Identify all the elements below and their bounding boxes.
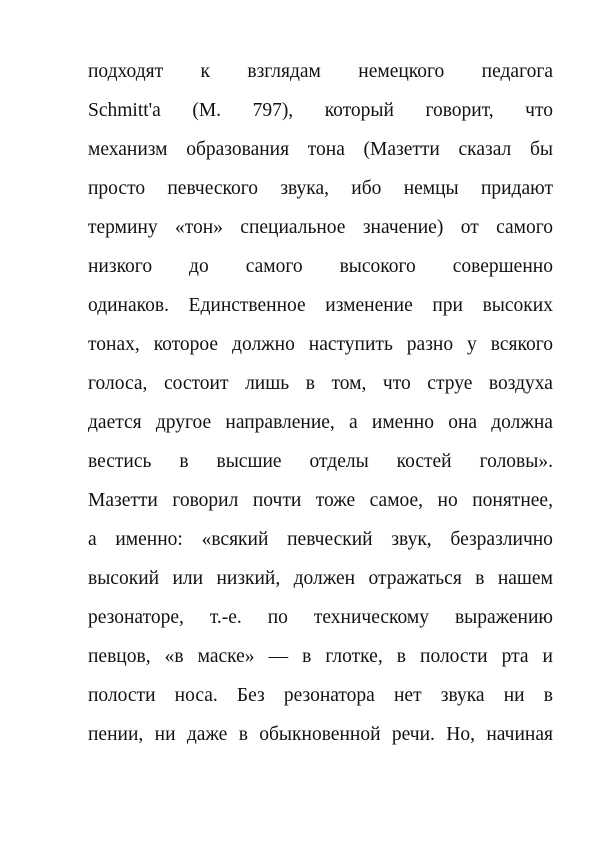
body-text xyxy=(88,52,553,754)
word: самое, xyxy=(369,490,424,511)
word: пении, xyxy=(88,724,144,745)
word: полости xyxy=(88,685,156,706)
word: высоких xyxy=(482,295,553,316)
word: (М. xyxy=(192,100,222,121)
word: самого xyxy=(496,217,553,238)
text-line xyxy=(88,559,553,598)
word: тонах, xyxy=(88,334,140,355)
word: термину xyxy=(88,217,158,238)
word: высокого xyxy=(339,256,416,277)
word: у xyxy=(467,334,477,355)
word: именно xyxy=(371,412,434,433)
word: наступить xyxy=(308,334,393,355)
text-line xyxy=(88,403,553,442)
word: ибо xyxy=(351,178,382,199)
text-line xyxy=(88,91,553,130)
word: немецкого xyxy=(358,61,445,82)
word: безразлично xyxy=(450,529,553,550)
word: должна xyxy=(491,412,553,433)
word: Schmitt'a xyxy=(88,100,161,121)
text-line xyxy=(88,130,553,169)
word: «всякий xyxy=(201,529,269,550)
word: звук, xyxy=(391,529,432,550)
word: маске» xyxy=(197,646,255,667)
word: Без xyxy=(236,685,265,706)
word: другое xyxy=(155,412,212,433)
word: говорил xyxy=(172,490,239,511)
word: ни xyxy=(503,685,525,706)
word: струе xyxy=(427,373,473,394)
word: разно xyxy=(406,334,454,355)
word: взглядам xyxy=(247,61,321,82)
word: выражению xyxy=(454,607,553,628)
word: «в xyxy=(164,646,184,667)
word: тона xyxy=(307,139,345,160)
word: изменение xyxy=(325,295,413,316)
word: и xyxy=(542,646,553,667)
text-line xyxy=(88,715,553,754)
word: в xyxy=(396,646,406,667)
word: одинаков. xyxy=(88,295,169,316)
word: том, xyxy=(331,373,367,394)
text-line xyxy=(88,52,553,91)
word: нет xyxy=(393,685,422,706)
word: немцы xyxy=(403,178,459,199)
word: значение) xyxy=(362,217,444,238)
word: педагога xyxy=(481,61,553,82)
text-line xyxy=(88,208,553,247)
word: резонаторе, xyxy=(88,607,184,628)
text-line xyxy=(88,481,553,520)
word: именно: xyxy=(115,529,183,550)
word: «тон» xyxy=(174,217,223,238)
word: в xyxy=(238,724,248,745)
word: до xyxy=(189,256,209,277)
word: почти xyxy=(252,490,302,511)
word: высокий xyxy=(88,568,160,589)
word: от xyxy=(460,217,479,238)
word: начиная xyxy=(486,724,553,745)
word: состоит xyxy=(163,373,229,394)
word: костей xyxy=(396,451,452,472)
text-line xyxy=(88,325,553,364)
word: сказал xyxy=(458,139,512,160)
word: певцов, xyxy=(88,646,151,667)
word: в xyxy=(302,646,312,667)
word: к xyxy=(200,61,210,82)
word: лишь xyxy=(245,373,290,394)
word: понятнее, xyxy=(472,490,553,511)
word: техническому xyxy=(313,607,429,628)
word: звука xyxy=(440,685,485,706)
word: должно xyxy=(232,334,295,355)
text-line xyxy=(88,598,553,637)
word: образования xyxy=(186,139,290,160)
word: голоса, xyxy=(88,373,148,394)
word: а xyxy=(88,529,97,550)
word: которое xyxy=(153,334,219,355)
text-line xyxy=(88,286,553,325)
text-line xyxy=(88,676,553,715)
word: нашем xyxy=(497,568,553,589)
word: глотке, xyxy=(325,646,383,667)
word: просто xyxy=(88,178,146,199)
word: в xyxy=(543,685,553,706)
word: который xyxy=(324,100,394,121)
word: Единственное xyxy=(188,295,306,316)
word: направление, xyxy=(225,412,335,433)
word: головы». xyxy=(479,451,553,472)
text-line xyxy=(88,637,553,676)
word: должен xyxy=(293,568,356,589)
word: придают xyxy=(480,178,553,199)
word: воздуха xyxy=(488,373,553,394)
text-line xyxy=(88,247,553,286)
word: низкого xyxy=(88,256,153,277)
word: в xyxy=(179,451,189,472)
text-line xyxy=(88,520,553,559)
word: певческий xyxy=(287,529,373,550)
word: говорит, xyxy=(425,100,494,121)
word: Но, xyxy=(446,724,475,745)
word: что xyxy=(382,373,411,394)
word: дается xyxy=(88,412,142,433)
word: а xyxy=(349,412,358,433)
text-line xyxy=(88,169,553,208)
word: или xyxy=(172,568,204,589)
word: но xyxy=(437,490,458,511)
word: отделы xyxy=(309,451,369,472)
word: даже xyxy=(186,724,228,745)
word: тоже xyxy=(315,490,356,511)
word: резонатора xyxy=(283,685,375,706)
text-line xyxy=(88,364,553,403)
word: т.-е. xyxy=(209,607,242,628)
word: 797), xyxy=(252,100,294,121)
word: обыкновенной xyxy=(259,724,381,745)
word: рта xyxy=(501,646,529,667)
word: по xyxy=(267,607,288,628)
word: звука, xyxy=(280,178,330,199)
word: полости xyxy=(420,646,488,667)
word: всякого xyxy=(490,334,553,355)
word: низкий, xyxy=(216,568,281,589)
word: совершенно xyxy=(452,256,553,277)
text-line xyxy=(88,442,553,481)
word: ни xyxy=(154,724,176,745)
word: что xyxy=(525,100,553,121)
word: певческого xyxy=(167,178,259,199)
word: речи. xyxy=(391,724,435,745)
word: механизм xyxy=(88,139,168,160)
word: в xyxy=(475,568,485,589)
word: вестись xyxy=(88,451,152,472)
word: (Мазетти xyxy=(363,139,440,160)
word: Мазетти xyxy=(88,490,158,511)
word: бы xyxy=(529,139,553,160)
word: носа. xyxy=(174,685,218,706)
word: отражаться xyxy=(368,568,462,589)
word: специальное xyxy=(240,217,346,238)
word: в xyxy=(305,373,315,394)
word: она xyxy=(448,412,478,433)
word: высшие xyxy=(216,451,282,472)
word: при xyxy=(432,295,463,316)
word: — xyxy=(268,646,289,667)
word: подходят xyxy=(88,61,164,82)
word: самого xyxy=(245,256,303,277)
